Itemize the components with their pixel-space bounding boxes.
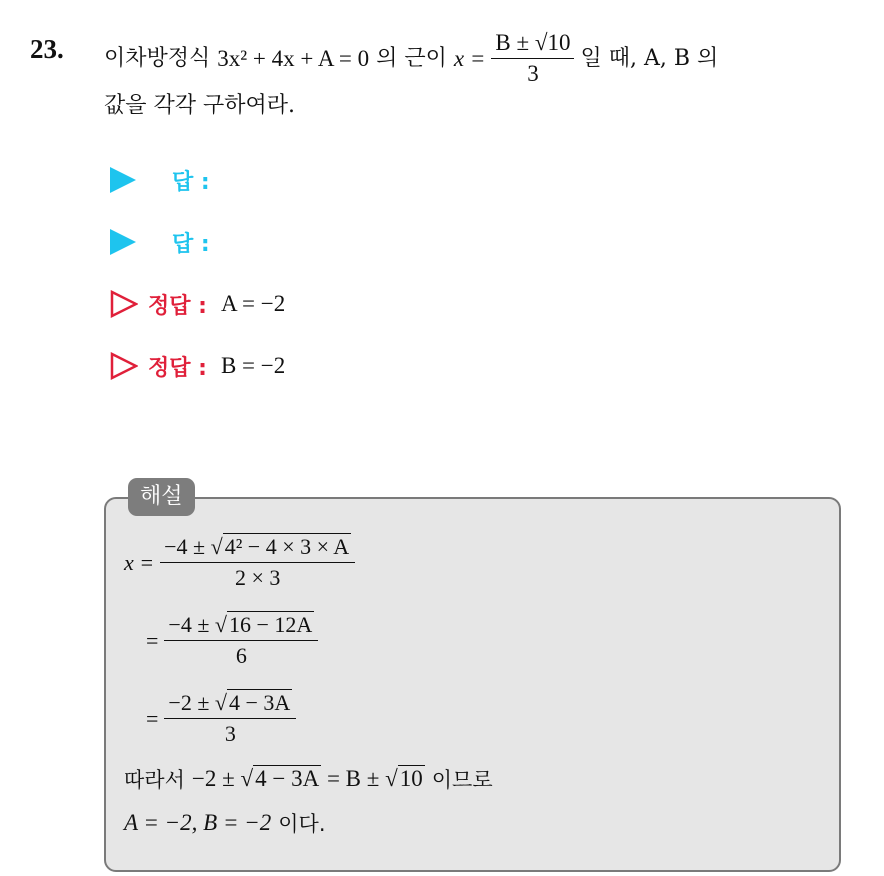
problem-number: 23.	[30, 34, 64, 64]
solution-text: 이므로	[431, 768, 493, 792]
solution-math: −2 ± √4 − 3A = B ± √10	[191, 766, 423, 791]
play-triangle-icon	[110, 229, 136, 255]
outline-triangle-icon	[110, 290, 138, 318]
step-numerator: −4 ± √4² − 4 × 3 × A	[160, 534, 355, 563]
solution-step-2	[146, 612, 324, 669]
step-lhs: =	[146, 627, 159, 653]
problem-line-1	[104, 30, 718, 87]
correct-answer-label: 정답 :	[148, 355, 207, 381]
step-lhs: x =	[124, 549, 155, 575]
solution-math: A = −2, B = −2	[124, 810, 272, 835]
step-denominator: 3	[224, 721, 236, 746]
solution-text: 따라서	[124, 768, 185, 792]
answer-row-2	[110, 222, 210, 262]
correct-answer-row-1	[110, 284, 285, 324]
play-triangle-icon	[110, 167, 136, 193]
problem-line-2: 값을 각각 구하여라.	[104, 93, 295, 118]
step-denominator: 2 × 3	[234, 565, 281, 590]
step-fraction	[160, 534, 355, 591]
outline-triangle-icon	[110, 352, 138, 380]
problem-text-suffix: 일 때, A, B 의	[580, 45, 719, 71]
root-fraction-denominator: 3	[527, 61, 539, 86]
answer-label: 답 :	[172, 231, 210, 257]
step-fraction	[164, 690, 296, 747]
correct-answer-label: 정답 :	[148, 293, 207, 319]
step-numerator: −2 ± √4 − 3A	[164, 690, 296, 719]
step-fraction	[164, 612, 318, 669]
quadratic-equation: 3x² + 4x + A = 0	[217, 45, 370, 71]
answer-row-1	[110, 160, 210, 200]
solution-step-1	[124, 534, 361, 591]
solution-line-5	[124, 808, 326, 838]
step-numerator: −4 ± √16 − 12A	[164, 612, 318, 641]
step-denominator: 6	[235, 643, 247, 668]
step-lhs: =	[146, 705, 159, 731]
solution-text: 이다.	[278, 812, 326, 836]
root-variable: x =	[453, 45, 486, 71]
solution-tag: 해설	[128, 478, 195, 516]
correct-answer-value: B = −2	[220, 353, 286, 378]
problem-text-prefix: 이차방정식	[104, 45, 211, 71]
problem-text-mid: 의 근이	[376, 45, 447, 71]
correct-answer-row-2	[110, 346, 285, 386]
solution-line-4	[124, 764, 493, 794]
answer-label: 답 :	[172, 169, 210, 195]
root-fraction	[491, 30, 574, 87]
solution-step-3	[146, 690, 302, 747]
root-fraction-numerator: B ± √10	[491, 30, 574, 59]
correct-answer-value: A = −2	[220, 291, 286, 316]
